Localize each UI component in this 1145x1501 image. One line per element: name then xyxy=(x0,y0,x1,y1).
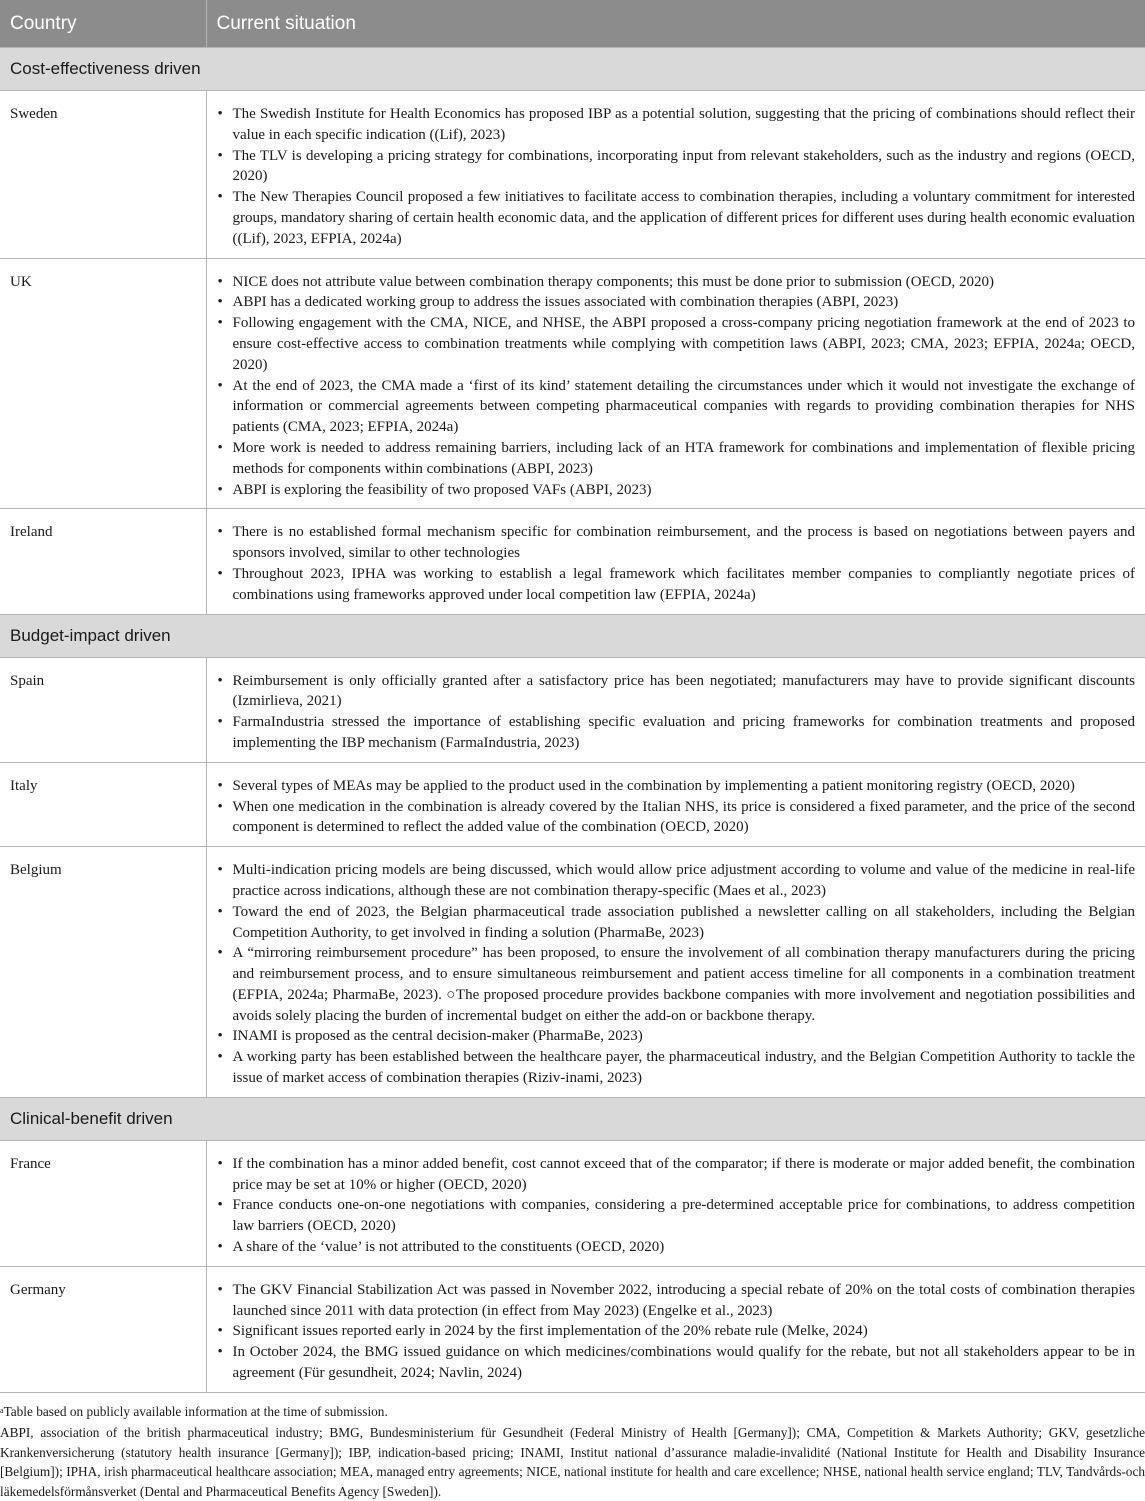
list-item: • ABPI is exploring the feasibility of two proposed VAFs (ABPI, 2023) xyxy=(218,480,1136,501)
section-row xyxy=(0,614,1145,657)
list-item: • Significant issues reported early in 2024 by the first implementation of the 20% rebate rule (Melke, 2024) xyxy=(218,1321,1136,1342)
list-item: • Throughout 2023, IPHA was working to establish a legal framework which facilitates member companies to compliantly negotiate prices of combinations using frameworks approved under local competition law (EFPIA, 2024a) xyxy=(218,564,1136,606)
situation-list xyxy=(218,104,1136,250)
table-header xyxy=(0,0,1145,48)
situation-list xyxy=(218,1280,1136,1384)
list-item: • In October 2024, the BMG issued guidance on which medicines/combinations would qualify for the rebate, but not all stakeholders appear to be in agreement (Für gesundheit, 2024; Navlin, 2024) xyxy=(218,1342,1136,1384)
footnote-text: Table based on publicly available information at the time of submission. xyxy=(3,1403,388,1419)
list-item: • A “mirroring reimbursement procedure” has been proposed, to ensure the involvement of all combination therapy manufacturers during the pricing and reimbursement process, and to ensure simultaneous reimbursement and patient access timeline for all components in a combination treatment (EFPIA, 2024a; PharmaBe, 2023). ○The proposed procedure provides backbone companies with more involvement and negotiation possibilities and avoids solely placing the burden of incremental budget on either the add-on or backbone therapy. xyxy=(218,943,1136,1026)
table-row xyxy=(0,847,1145,1098)
situation-cell xyxy=(206,762,1145,846)
list-item: • Multi-indication pricing models are being discussed, which would allow price adjustment according to volume and value of the medicine in real-life practice across indications, although these are not combination therapy-specific (Maes et al., 2023) xyxy=(218,860,1136,902)
country-cell: Germany xyxy=(0,1266,206,1392)
table-footnotes xyxy=(0,1393,1145,1501)
section-title: Budget-impact driven xyxy=(0,614,1145,657)
situation-list xyxy=(218,1154,1136,1258)
list-item: • INAMI is proposed as the central decision-maker (PharmaBe, 2023) xyxy=(218,1026,1136,1047)
list-item: • Reimbursement is only officially granted after a satisfactory price has been negotiated; manufacturers may have to provide significant discounts (Izmirlieva, 2021) xyxy=(218,671,1136,713)
list-item: • Several types of MEAs may be applied to the product used in the combination by implementing a patient monitoring registry (OECD, 2020) xyxy=(218,776,1136,797)
list-item: • A working party has been established between the healthcare payer, the pharmaceutical industry, and the Belgian Competition Authority to tackle the issue of market access of combination therapies (Riziv-inami, 2023) xyxy=(218,1047,1136,1089)
country-cell: Sweden xyxy=(0,91,206,259)
list-item: • ABPI has a dedicated working group to address the issues associated with combination therapies (ABPI, 2023) xyxy=(218,292,1136,313)
table-row xyxy=(0,509,1145,614)
situation-cell xyxy=(206,509,1145,614)
section-row xyxy=(0,48,1145,91)
list-item: • There is no established formal mechanism specific for combination reimbursement, and the process is based on negotiations between payers and sponsors involved, similar to other technologies xyxy=(218,522,1136,564)
header-row xyxy=(0,0,1145,48)
situation-cell xyxy=(206,91,1145,259)
situation-cell xyxy=(206,657,1145,762)
country-cell: Belgium xyxy=(0,847,206,1098)
header-current-situation: Current situation xyxy=(206,0,1145,48)
situation-cell xyxy=(206,847,1145,1098)
list-item: • If the combination has a minor added benefit, cost cannot exceed that of the comparator; if there is moderate or major added benefit, the combination price may be set at 10% or higher (OECD, 2020) xyxy=(218,1154,1136,1196)
country-cell: France xyxy=(0,1140,206,1266)
list-item: • Toward the end of 2023, the Belgian pharmaceutical trade association published a newsletter calling on all stakeholders, including the Belgian Competition Authority, to get involved in finding a solution (PharmaBe, 2023) xyxy=(218,902,1136,944)
table-row xyxy=(0,91,1145,259)
situation-list xyxy=(218,522,1136,605)
list-item: • The New Therapies Council proposed a few initiatives to facilitate access to combination therapies, including a voluntary commitment for interested groups, mandatory sharing of certain health economic data, and the application of different prices for different uses during health economic evaluation ((Lif), 2023, EFPIA, 2024a) xyxy=(218,187,1136,249)
situation-list xyxy=(218,272,1136,501)
list-item: • The GKV Financial Stabilization Act was passed in November 2022, introducing a special rebate of 20% on the total costs of combination therapies launched since 2011 with data protection (in effect from May 2023) (Engelke et al., 2023) xyxy=(218,1280,1136,1322)
list-item: • A share of the ‘value’ is not attributed to the constituents (OECD, 2020) xyxy=(218,1237,1136,1258)
situation-list xyxy=(218,860,1136,1089)
list-item: • The TLV is developing a pricing strategy for combinations, incorporating input from relevant stakeholders, such as the industry and regions (OECD, 2020) xyxy=(218,146,1136,188)
table-row xyxy=(0,657,1145,762)
table-row xyxy=(0,258,1145,509)
list-item: • FarmaIndustria stressed the importance of establishing specific evaluation and pricing frameworks for combination treatments and proposed implementing the IBP mechanism (FarmaIndustria, 2023) xyxy=(218,712,1136,754)
section-row xyxy=(0,1097,1145,1140)
list-item: • Following engagement with the CMA, NICE, and NHSE, the ABPI proposed a cross-company pricing negotiation framework at the end of 2023 to ensure cost-effective access to combination treatments while complying with competition laws (ABPI, 2023; CMA, 2023; EFPIA, 2024a; OECD, 2020) xyxy=(218,313,1136,375)
list-item: • More work is needed to address remaining barriers, including lack of an HTA framework for combinations and implementation of flexible pricing methods for components within combinations (ABPI, 2023) xyxy=(218,438,1136,480)
section-title: Cost-effectiveness driven xyxy=(0,48,1145,91)
list-item: • The Swedish Institute for Health Economics has proposed IBP as a potential solution, suggesting that the pricing of combinations should reflect their value in each specific indication ((Lif), 2023) xyxy=(218,104,1136,146)
table-row xyxy=(0,1140,1145,1266)
footnote-marker: a xyxy=(0,1405,4,1415)
section-title: Clinical-benefit driven xyxy=(0,1097,1145,1140)
country-cell: Ireland xyxy=(0,509,206,614)
footnote-note xyxy=(0,1402,1145,1422)
situation-cell xyxy=(206,1140,1145,1266)
list-item: • At the end of 2023, the CMA made a ‘first of its kind’ statement detailing the circumstances under which it would not investigate the exchange of information or commercial agreements between competing pharmaceutical companies with regards to providing combination therapies for NHS patients (CMA, 2023; EFPIA, 2024a) xyxy=(218,376,1136,438)
country-cell: UK xyxy=(0,258,206,509)
country-cell: Spain xyxy=(0,657,206,762)
footnote-abbreviations: ABPI, association of the british pharmaceutical industry; BMG, Bundesministerium für Gesundheit (Federal Ministry of Health [Germany]); CMA, Competition & Markets Authority; GKV, gesetzliche Krankenversicherung (statutory health insurance [Germany]); IBP, indication-based pricing; INAMI, Institut national d’assurance maladie-invalidité (National Institute for Health and Disability Insurance [Belgium]); IPHA, irish pharmaceutical healthcare association; MEA, managed entry agreements; NICE, national institute for health and care excellence; NHSE, national health service england; TLV, Tandvårds-och läkemedelsförmånsverket (Dental and Pharmaceutical Benefits Agency [Sweden]). xyxy=(0,1425,1145,1499)
country-cell: Italy xyxy=(0,762,206,846)
table-row xyxy=(0,762,1145,846)
situation-list xyxy=(218,671,1136,754)
situation-cell xyxy=(206,258,1145,509)
table-body xyxy=(0,48,1145,1393)
header-country: Country xyxy=(0,0,206,48)
table-row xyxy=(0,1266,1145,1392)
situation-list xyxy=(218,776,1136,838)
list-item: • When one medication in the combination is already covered by the Italian NHS, its price is considered a fixed parameter, and the price of the second component is determined to reflect the added value of the combination (OECD, 2020) xyxy=(218,797,1136,839)
list-item: • NICE does not attribute value between combination therapy components; this must be done prior to submission (OECD, 2020) xyxy=(218,272,1136,293)
list-item: • France conducts one-on-one negotiations with companies, considering a pre-determined acceptable price for combinations, to address competition law barriers (OECD, 2020) xyxy=(218,1195,1136,1237)
situation-cell xyxy=(206,1266,1145,1392)
